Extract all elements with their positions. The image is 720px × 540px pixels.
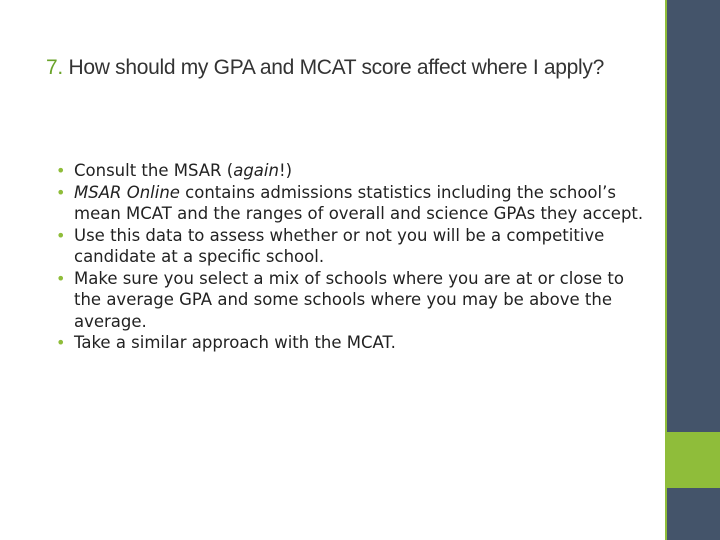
- bullet-item: [56, 225, 646, 268]
- bullet-text-tail: contains admissions statistics including the school’s mean MCAT and the ranges of overall and science GPAs they accept.: [74, 182, 644, 223]
- slide-title: [46, 52, 646, 83]
- bullet-dot-icon: •: [56, 182, 66, 202]
- bullet-text: Make sure you select a mix of schools where you are at or close to the average GPA and some schools where you may be above the average.: [74, 268, 624, 331]
- bullet-item: [56, 160, 646, 182]
- bullet-list: [56, 160, 646, 354]
- title-number: 7.: [46, 56, 63, 79]
- bullet-text-tail: !): [278, 161, 293, 180]
- title-text: How should my GPA and MCAT score affect where I apply?: [68, 56, 604, 79]
- bullet-emphasis: again: [233, 161, 279, 180]
- bullet-item: [56, 332, 646, 354]
- bullet-dot-icon: •: [56, 161, 66, 180]
- bullet-dot-icon: •: [56, 268, 66, 288]
- bullet-text: Use this data to assess whether or not you will be a competitive candidate at a specific school.: [74, 225, 605, 266]
- bullet-text: Consult the MSAR (: [74, 161, 234, 180]
- bullet-dot-icon: •: [56, 225, 66, 245]
- bullet-item: [56, 268, 646, 333]
- bullet-item: [56, 182, 646, 225]
- bullet-text: Take a similar approach with the MCAT.: [74, 333, 396, 352]
- bullet-emphasis: MSAR Online: [74, 182, 180, 202]
- sidebar-accent-block: [667, 432, 720, 488]
- bullet-dot-icon: •: [56, 333, 66, 352]
